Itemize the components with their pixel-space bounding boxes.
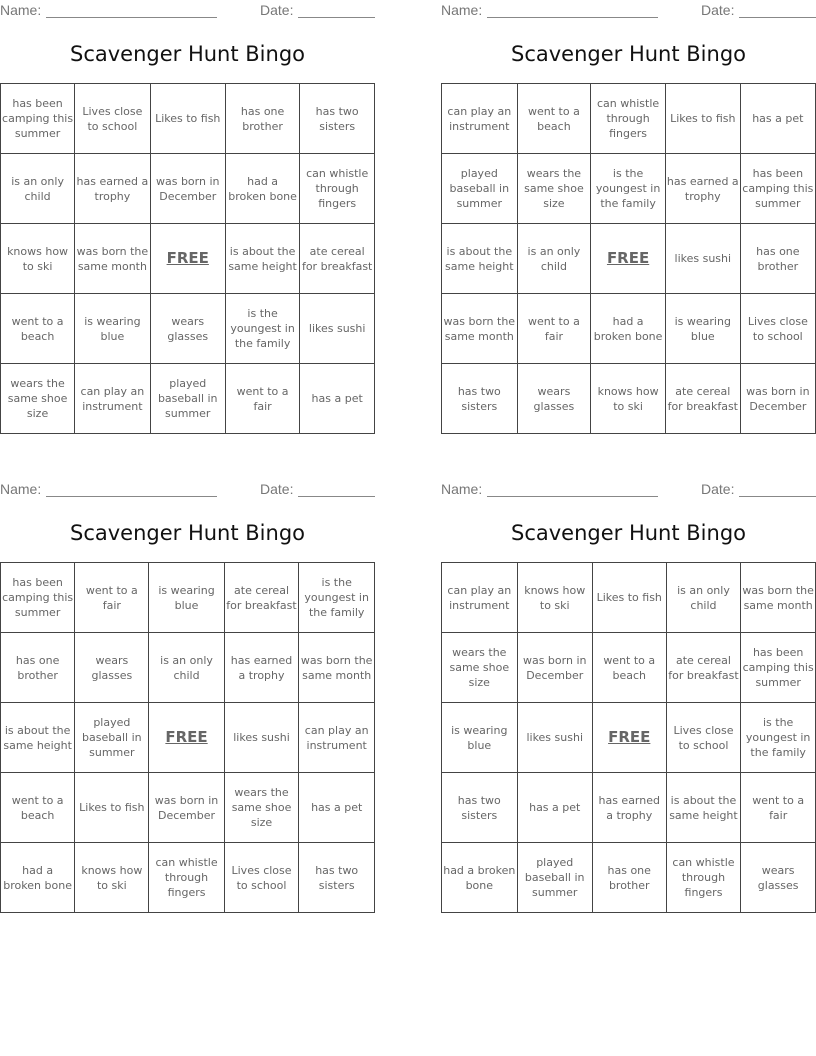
date-label: Date: [701, 481, 735, 497]
bingo-grid [0, 562, 375, 913]
bingo-cell[interactable]: Likes to fish [75, 773, 149, 843]
bingo-cell[interactable]: wears the same shoe size [224, 773, 299, 843]
bingo-cell[interactable]: Lives close to school [75, 84, 151, 154]
bingo-cell[interactable]: ate cereal for breakfast [666, 633, 741, 703]
bingo-cell[interactable]: is about the same height [225, 224, 300, 294]
bingo-cell[interactable]: had a broken bone [591, 294, 666, 364]
date-line[interactable] [739, 17, 816, 18]
bingo-cell[interactable]: can whistle through fingers [666, 843, 741, 913]
bingo-cell[interactable]: has one brother [592, 843, 666, 913]
bingo-grid [0, 83, 375, 434]
free-cell[interactable]: FREE [149, 703, 224, 773]
grid-row [442, 703, 816, 773]
bingo-cell[interactable]: is an only child [517, 224, 591, 294]
grid-row [1, 843, 375, 913]
date-label: Date: [260, 481, 294, 497]
bingo-cell[interactable]: had a broken bone [1, 843, 75, 913]
free-cell[interactable]: FREE [592, 703, 666, 773]
grid-row [1, 224, 375, 294]
bingo-cell[interactable]: Lives close to school [740, 294, 815, 364]
date-label: Date: [701, 2, 735, 18]
name-label: Name: [0, 481, 42, 497]
bingo-cell[interactable]: knows how to ski [1, 224, 75, 294]
free-cell[interactable]: FREE [150, 224, 225, 294]
bingo-cell[interactable]: has been camping this summer [1, 84, 75, 154]
bingo-grid [441, 562, 816, 913]
bingo-cell[interactable]: can play an instrument [442, 563, 518, 633]
bingo-cell[interactable]: knows how to ski [517, 563, 592, 633]
card-header [441, 479, 816, 501]
bingo-cell[interactable]: is an only child [1, 154, 75, 224]
bingo-cell[interactable]: likes sushi [665, 224, 740, 294]
grid-row [1, 633, 375, 703]
bingo-cell[interactable]: Lives close to school [666, 703, 741, 773]
bingo-cell[interactable]: was born the same month [75, 224, 151, 294]
bingo-cell[interactable]: wears the same shoe size [517, 154, 591, 224]
bingo-cell[interactable]: has been camping this summer [1, 563, 75, 633]
bingo-cell[interactable]: knows how to ski [75, 843, 149, 913]
bingo-cell[interactable]: went to a fair [517, 294, 591, 364]
bingo-cell[interactable]: is wearing blue [665, 294, 740, 364]
bingo-cell[interactable]: went to a fair [741, 773, 816, 843]
bingo-cell[interactable]: wears glasses [75, 633, 149, 703]
bingo-cell[interactable]: is the youngest in the family [741, 703, 816, 773]
bingo-cell[interactable]: Lives close to school [224, 843, 299, 913]
bingo-cell[interactable]: has a pet [740, 84, 815, 154]
bingo-cell[interactable]: has a pet [299, 773, 375, 843]
free-cell[interactable]: FREE [591, 224, 666, 294]
bingo-cell[interactable]: is about the same height [666, 773, 741, 843]
bingo-cell[interactable]: has one brother [740, 224, 815, 294]
bingo-cell[interactable]: went to a fair [75, 563, 149, 633]
bingo-cell[interactable]: went to a beach [592, 633, 666, 703]
bingo-cell[interactable]: has earned a trophy [592, 773, 666, 843]
bingo-cell[interactable]: can whistle through fingers [149, 843, 224, 913]
grid-row [1, 294, 375, 364]
grid-row [1, 364, 375, 434]
bingo-cell[interactable]: has a pet [517, 773, 592, 843]
name-line[interactable] [487, 496, 658, 497]
grid-row [442, 294, 816, 364]
bingo-cell[interactable]: was born in December [517, 633, 592, 703]
name-line[interactable] [487, 17, 658, 18]
bingo-cell[interactable]: had a broken bone [442, 843, 518, 913]
bingo-cell[interactable]: ate cereal for breakfast [665, 364, 740, 434]
bingo-cell[interactable]: is about the same height [1, 703, 75, 773]
card-title: Scavenger Hunt Bingo [69, 42, 305, 66]
name-line[interactable] [46, 496, 217, 497]
bingo-cell[interactable]: wears glasses [150, 294, 225, 364]
bingo-cell[interactable]: went to a beach [1, 773, 75, 843]
bingo-cell[interactable]: has a pet [300, 364, 375, 434]
bingo-cell[interactable]: played baseball in summer [75, 703, 149, 773]
bingo-cell[interactable]: Likes to fish [592, 563, 666, 633]
bingo-cell[interactable]: has been camping this summer [740, 154, 815, 224]
grid-row [1, 154, 375, 224]
bingo-cell[interactable]: was born in December [740, 364, 815, 434]
bingo-cell[interactable]: Likes to fish [665, 84, 740, 154]
grid-row [442, 224, 816, 294]
bingo-cell[interactable]: is about the same height [442, 224, 518, 294]
bingo-cell[interactable]: has two sisters [442, 364, 518, 434]
bingo-cell[interactable]: can play an instrument [299, 703, 375, 773]
bingo-cell[interactable]: played baseball in summer [442, 154, 518, 224]
grid-row [1, 84, 375, 154]
bingo-cell[interactable]: has one brother [1, 633, 75, 703]
bingo-cell[interactable]: was born the same month [741, 563, 816, 633]
bingo-cell[interactable]: is the youngest in the family [591, 154, 666, 224]
bingo-cell[interactable]: has two sisters [442, 773, 518, 843]
bingo-cell[interactable]: went to a beach [517, 84, 591, 154]
bingo-cell[interactable]: has earned a trophy [224, 633, 299, 703]
bingo-cell[interactable]: can whistle through fingers [300, 154, 375, 224]
name-label: Name: [0, 2, 42, 18]
bingo-cell[interactable]: wears the same shoe size [442, 633, 518, 703]
bingo-cell[interactable]: was born in December [150, 154, 225, 224]
date-line[interactable] [739, 496, 816, 497]
bingo-cell[interactable]: Likes to fish [150, 84, 225, 154]
bingo-cell[interactable]: was born in December [149, 773, 224, 843]
card-title: Scavenger Hunt Bingo [69, 521, 305, 545]
bingo-cell[interactable]: has earned a trophy [75, 154, 151, 224]
bingo-cell[interactable]: is wearing blue [442, 703, 518, 773]
grid-row [1, 563, 375, 633]
grid-row [1, 703, 375, 773]
bingo-cell[interactable]: is the youngest in the family [225, 294, 300, 364]
bingo-cell[interactable]: can play an instrument [442, 84, 518, 154]
bingo-cell[interactable]: played baseball in summer [517, 843, 592, 913]
bingo-cell[interactable]: is an only child [149, 633, 224, 703]
grid-row [442, 364, 816, 434]
card-title: Scavenger Hunt Bingo [510, 521, 746, 545]
bingo-cell[interactable]: was born the same month [299, 633, 375, 703]
bingo-cell[interactable]: wears glasses [517, 364, 591, 434]
bingo-grid [441, 83, 816, 434]
bingo-cell[interactable]: ate cereal for breakfast [224, 563, 299, 633]
bingo-cell[interactable]: had a broken bone [225, 154, 300, 224]
bingo-cell[interactable]: went to a fair [225, 364, 300, 434]
grid-row [442, 773, 816, 843]
bingo-cell[interactable]: was born the same month [442, 294, 518, 364]
grid-row [442, 843, 816, 913]
bingo-cell[interactable]: can play an instrument [75, 364, 151, 434]
bingo-cell[interactable]: went to a beach [1, 294, 75, 364]
name-label: Name: [441, 481, 483, 497]
bingo-cell[interactable]: has two sisters [300, 84, 375, 154]
bingo-cell[interactable]: has two sisters [299, 843, 375, 913]
card-header [0, 0, 375, 22]
card-header [0, 479, 375, 501]
grid-row [442, 84, 816, 154]
date-label: Date: [260, 2, 294, 18]
date-line[interactable] [298, 496, 375, 497]
bingo-cell[interactable]: played baseball in summer [150, 364, 225, 434]
bingo-cell[interactable]: has earned a trophy [665, 154, 740, 224]
grid-row [1, 773, 375, 843]
bingo-cell[interactable]: is wearing blue [149, 563, 224, 633]
bingo-cell[interactable]: ate cereal for breakfast [300, 224, 375, 294]
grid-row [442, 563, 816, 633]
bingo-cell[interactable]: wears the same shoe size [1, 364, 75, 434]
bingo-cell[interactable]: can whistle through fingers [591, 84, 666, 154]
grid-row [442, 154, 816, 224]
bingo-cell[interactable]: likes sushi [517, 703, 592, 773]
name-label: Name: [441, 2, 483, 18]
bingo-cell[interactable]: is an only child [666, 563, 741, 633]
name-line[interactable] [46, 17, 217, 18]
card-title: Scavenger Hunt Bingo [510, 42, 746, 66]
grid-row [442, 633, 816, 703]
bingo-cell[interactable]: knows how to ski [591, 364, 666, 434]
date-line[interactable] [298, 17, 375, 18]
bingo-cell[interactable]: has one brother [225, 84, 300, 154]
bingo-cell[interactable]: likes sushi [224, 703, 299, 773]
card-header [441, 0, 816, 22]
bingo-cell[interactable]: likes sushi [300, 294, 375, 364]
bingo-cell[interactable]: wears glasses [741, 843, 816, 913]
bingo-cell[interactable]: is the youngest in the family [299, 563, 375, 633]
bingo-cell[interactable]: has been camping this summer [741, 633, 816, 703]
bingo-cell[interactable]: is wearing blue [75, 294, 151, 364]
